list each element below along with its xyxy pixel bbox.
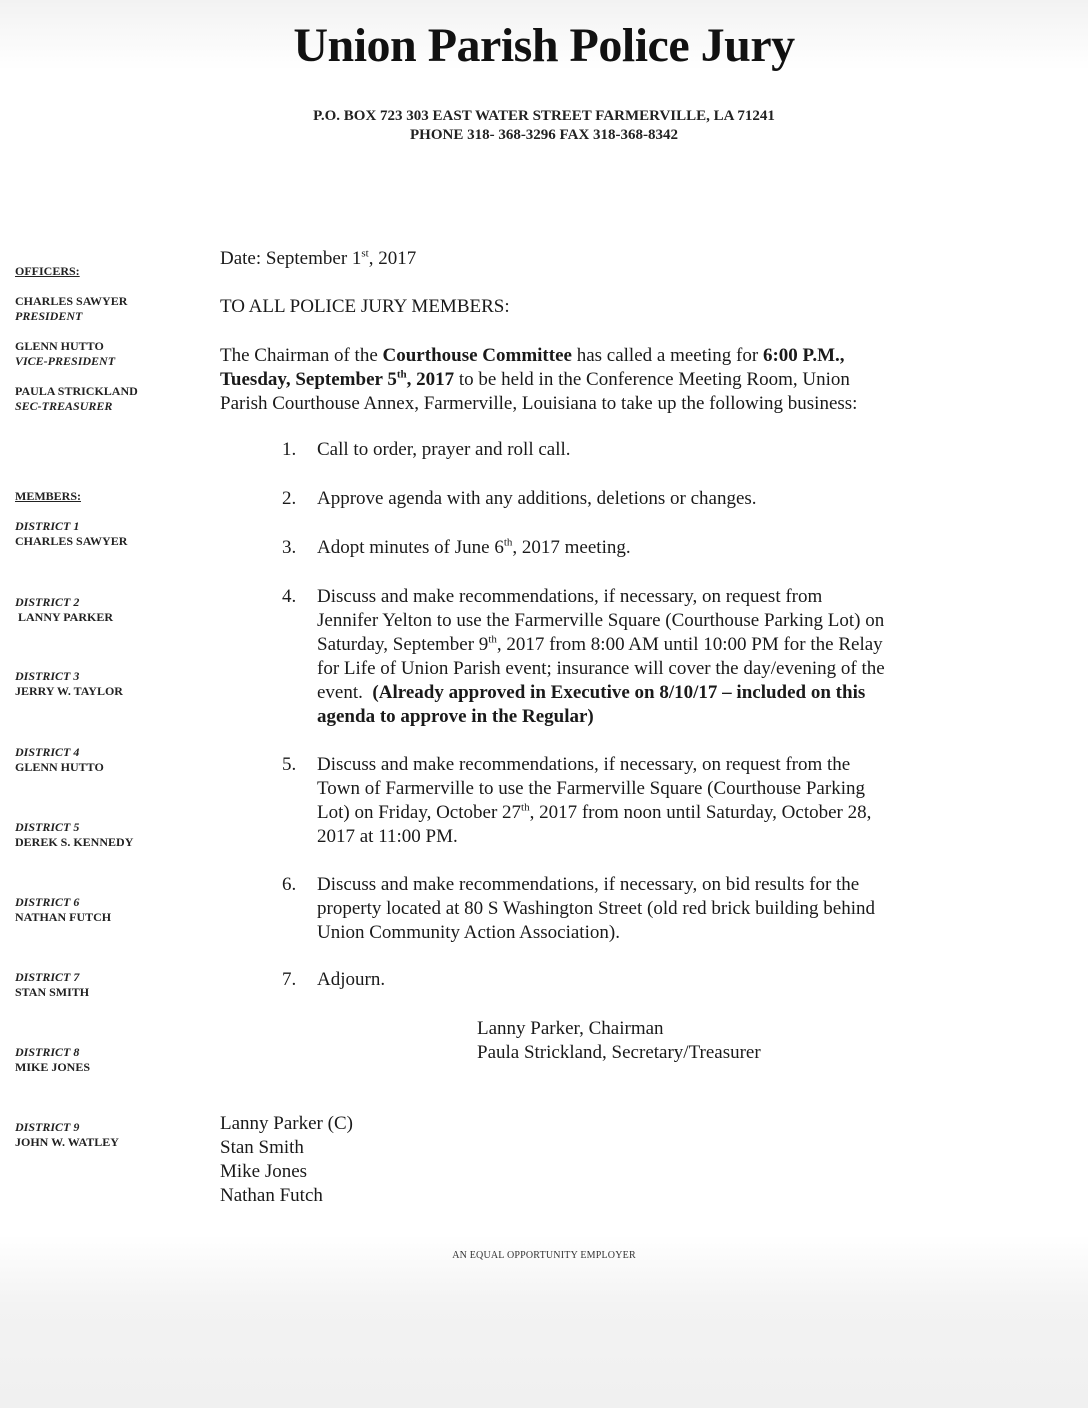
- member-entry: [15, 669, 123, 699]
- letterhead-title: Union Parish Police Jury: [293, 19, 795, 72]
- committee-members: [220, 1112, 353, 1208]
- member-entry: [15, 895, 111, 925]
- committee-member: Lanny Parker (C): [220, 1113, 353, 1134]
- committee-member: Stan Smith: [220, 1137, 304, 1158]
- officer-role: SEC-TREASURER: [15, 399, 113, 413]
- letterhead-address: P.O. BOX 723 303 EAST WATER STREET FARMERVILLE, LA 71241: [313, 108, 775, 124]
- member-district: DISTRICT 1: [15, 519, 80, 533]
- member-district: DISTRICT 8: [15, 1045, 80, 1059]
- member-name: CHARLES SAWYER: [15, 534, 128, 548]
- officer-role: PRESIDENT: [15, 309, 83, 323]
- member-district: DISTRICT 4: [15, 745, 80, 759]
- signature-chairman: Lanny Parker, Chairman: [477, 1018, 664, 1039]
- member-name: STAN SMITH: [15, 985, 90, 999]
- officer-entry: [15, 339, 115, 369]
- member-district: DISTRICT 2: [15, 595, 80, 609]
- committee-member: Nathan Futch: [220, 1185, 323, 1206]
- member-name: LANNY PARKER: [15, 610, 113, 624]
- member-entry: [15, 595, 113, 625]
- letter-intro: The Chairman of the Courthouse Committee has called a meeting for 6:00 P.M., Tuesday, September 5th, 2017 to be held in the Conference Meeting Room, Union Parish Courthouse Annex, Farmerville, Louisiana to take up the following business:: [220, 345, 858, 414]
- member-district: DISTRICT 7: [15, 970, 80, 984]
- committee-member: Mike Jones: [220, 1161, 308, 1182]
- member-district: DISTRICT 9: [15, 1120, 80, 1134]
- officer-name: PAULA STRICKLAND: [15, 384, 138, 398]
- signature-block: [477, 1017, 761, 1065]
- officer-name: CHARLES SAWYER: [15, 294, 128, 308]
- member-name: NATHAN FUTCH: [15, 910, 112, 924]
- member-name: JOHN W. WATLEY: [15, 1135, 119, 1149]
- member-entry: [15, 745, 104, 775]
- officer-entry: [15, 384, 138, 414]
- signature-secretary: Paula Strickland, Secretary/Treasurer: [477, 1042, 761, 1063]
- member-entry: [15, 1045, 90, 1075]
- letter-salutation: TO ALL POLICE JURY MEMBERS:: [220, 296, 510, 317]
- officers-heading: OFFICERS:: [15, 264, 80, 278]
- officer-entry: [15, 294, 127, 324]
- member-entry: [15, 820, 133, 850]
- member-district: DISTRICT 5: [15, 820, 80, 834]
- officer-role: VICE-PRESIDENT: [15, 354, 116, 368]
- member-name: GLENN HUTTO: [15, 760, 104, 774]
- letter-date: Date: September 1st, 2017: [220, 247, 417, 269]
- member-name: JERRY W. TAYLOR: [15, 684, 123, 698]
- officer-name: GLENN HUTTO: [15, 339, 104, 353]
- letterhead-phone: PHONE 318- 368-3296 FAX 318-368-8342: [409, 127, 679, 143]
- member-district: DISTRICT 3: [15, 669, 80, 683]
- footer-eoe: AN EQUAL OPPORTUNITY EMPLOYER: [452, 1250, 636, 1261]
- member-entry: [15, 970, 89, 1000]
- members-heading: MEMBERS:: [15, 489, 81, 503]
- member-name: DEREK S. KENNEDY: [15, 835, 134, 849]
- member-name: MIKE JONES: [15, 1060, 91, 1074]
- member-entry: [15, 1120, 119, 1150]
- member-entry: [15, 519, 127, 549]
- member-district: DISTRICT 6: [15, 895, 80, 909]
